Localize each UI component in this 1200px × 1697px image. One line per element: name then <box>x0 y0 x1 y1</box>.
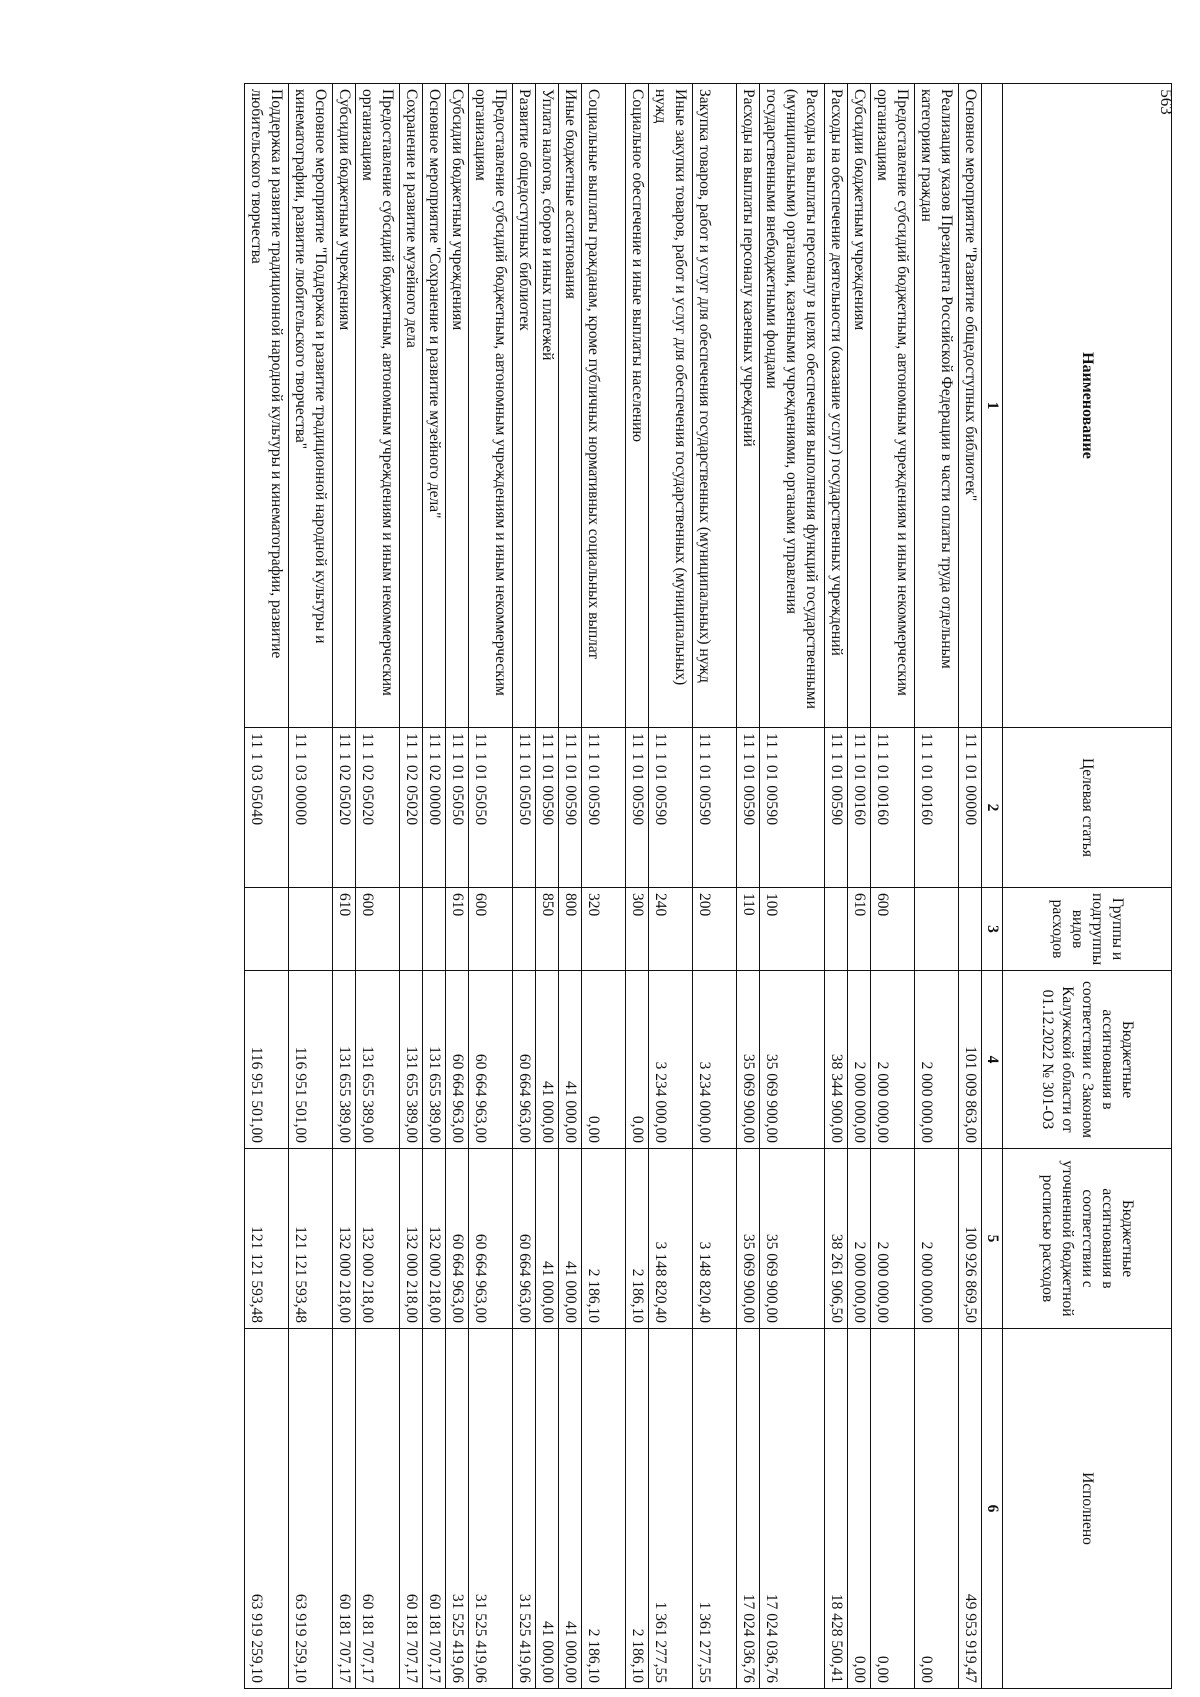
row-budget-amount: 2 186,10 <box>582 1149 626 1329</box>
row-executed-amount: 31 525 419,06 <box>513 1329 536 1689</box>
row-executed-amount: 60 181 707,17 <box>356 1329 400 1689</box>
header-expense-groups: Группы и подгруппы видов расходов <box>1003 888 1172 971</box>
row-expense-group <box>400 888 423 971</box>
header-num: 5 <box>982 1149 1003 1329</box>
row-expense-group <box>245 888 289 971</box>
row-law-amount: 60 664 963,00 <box>513 971 536 1149</box>
row-executed-amount: 1 361 277,55 <box>693 1329 737 1689</box>
row-budget-amount: 35 069 900,00 <box>760 1149 825 1329</box>
row-target-article: 11 1 01 05050 <box>446 728 469 888</box>
table-row <box>760 84 825 1689</box>
table-row <box>649 84 693 1689</box>
row-name: Предоставление субсидий бюджетным, автономным учреждениям и иным некоммерческим организациям <box>469 84 513 728</box>
header-number-row <box>982 84 1003 1689</box>
budget-table <box>244 83 1172 1689</box>
header-num: 3 <box>982 888 1003 971</box>
row-budget-amount: 121 121 593,48 <box>289 1149 333 1329</box>
row-target-article: 11 1 02 05020 <box>356 728 400 888</box>
header-num: 1 <box>982 84 1003 728</box>
row-law-amount: 2 000 000,00 <box>848 971 871 1149</box>
row-name: Иные закупки товаров, работ и услуг для обеспечения государственных (муниципальных) нужд <box>649 84 693 728</box>
table-row <box>915 84 959 1689</box>
row-law-amount: 60 664 963,00 <box>469 971 513 1149</box>
table-row <box>356 84 400 1689</box>
row-executed-amount: 2 186,10 <box>626 1329 649 1689</box>
row-expense-group: 610 <box>446 888 469 971</box>
row-executed-amount: 17 024 036,76 <box>737 1329 760 1689</box>
row-target-article: 11 1 01 00590 <box>760 728 825 888</box>
row-target-article: 11 1 03 00000 <box>289 728 333 888</box>
row-law-amount: 0,00 <box>582 971 626 1149</box>
row-budget-amount: 2 186,10 <box>626 1149 649 1329</box>
row-name: Субсидии бюджетным учреждениям <box>446 84 469 728</box>
row-law-amount: 116 951 501,00 <box>245 971 289 1149</box>
row-law-amount: 131 655 389,00 <box>423 971 446 1149</box>
row-budget-amount: 132 000 218,00 <box>400 1149 423 1329</box>
row-expense-group: 600 <box>469 888 513 971</box>
row-budget-amount: 2 000 000,00 <box>848 1149 871 1329</box>
row-target-article: 11 1 01 00590 <box>649 728 693 888</box>
table-row <box>871 84 915 1689</box>
header-row <box>1003 84 1172 1689</box>
row-name: Основное мероприятие "Развитие общедоступных библиотек" <box>959 84 982 728</box>
row-executed-amount: 60 181 707,17 <box>423 1329 446 1689</box>
table-row <box>289 84 333 1689</box>
row-law-amount: 3 234 000,00 <box>649 971 693 1149</box>
row-budget-amount: 3 148 820,40 <box>649 1149 693 1329</box>
table-row <box>333 84 356 1689</box>
table-body <box>245 84 982 1689</box>
table-row <box>423 84 446 1689</box>
header-executed: Исполнено <box>1003 1329 1172 1689</box>
row-name: Реализация указов Президента Российской Федерации в части оплаты труда отдельным категориям граждан <box>915 84 959 728</box>
row-law-amount: 131 655 389,00 <box>356 971 400 1149</box>
row-executed-amount: 0,00 <box>915 1329 959 1689</box>
row-name: Развитие общедоступных библиотек <box>513 84 536 728</box>
table-row <box>848 84 871 1689</box>
row-executed-amount: 41 000,00 <box>559 1329 582 1689</box>
header-num: 4 <box>982 971 1003 1149</box>
row-name: Социальное обеспечение и иные выплаты населению <box>626 84 649 728</box>
table-row <box>626 84 649 1689</box>
row-law-amount: 131 655 389,00 <box>400 971 423 1149</box>
row-target-article: 11 1 01 05050 <box>513 728 536 888</box>
table-row <box>400 84 423 1689</box>
row-law-amount: 60 664 963,00 <box>446 971 469 1149</box>
row-target-article: 11 1 01 00000 <box>959 728 982 888</box>
row-target-article: 11 1 01 00160 <box>848 728 871 888</box>
row-expense-group <box>513 888 536 971</box>
row-name: Основное мероприятие "Сохранение и развитие музейного дела" <box>423 84 446 728</box>
row-executed-amount: 63 919 259,10 <box>289 1329 333 1689</box>
row-executed-amount: 49 953 919,47 <box>959 1329 982 1689</box>
row-executed-amount: 41 000,00 <box>536 1329 559 1689</box>
row-name: Закупка товаров, работ и услуг для обеспечения государственных (муниципальных) нужд <box>693 84 737 728</box>
header-target-article: Целевая статья <box>1003 728 1172 888</box>
row-expense-group: 610 <box>333 888 356 971</box>
row-budget-amount: 2 000 000,00 <box>871 1149 915 1329</box>
row-law-amount: 2 000 000,00 <box>871 971 915 1149</box>
row-executed-amount: 31 525 419,06 <box>469 1329 513 1689</box>
table-row <box>536 84 559 1689</box>
row-law-amount: 3 234 000,00 <box>693 971 737 1149</box>
row-expense-group: 100 <box>760 888 825 971</box>
row-law-amount: 38 344 900,00 <box>825 971 848 1149</box>
header-law-allocations: Бюджетные ассигнования в соответствии с Законом Калужской области от 01.12.2022 № 301-ОЗ <box>1003 971 1172 1149</box>
row-expense-group: 200 <box>693 888 737 971</box>
row-executed-amount: 60 181 707,17 <box>400 1329 423 1689</box>
table-row <box>693 84 737 1689</box>
row-executed-amount: 17 024 036,76 <box>760 1329 825 1689</box>
row-target-article: 11 1 01 00590 <box>737 728 760 888</box>
table-row <box>737 84 760 1689</box>
row-target-article: 11 1 02 00000 <box>423 728 446 888</box>
row-law-amount: 131 655 389,00 <box>333 971 356 1149</box>
row-target-article: 11 1 01 00590 <box>626 728 649 888</box>
row-expense-group: 240 <box>649 888 693 971</box>
row-expense-group <box>959 888 982 971</box>
header-num: 6 <box>982 1329 1003 1689</box>
row-budget-amount: 60 664 963,00 <box>513 1149 536 1329</box>
row-law-amount: 41 000,00 <box>536 971 559 1149</box>
row-name: Уплата налогов, сборов и иных платежей <box>536 84 559 728</box>
row-expense-group: 610 <box>848 888 871 971</box>
row-expense-group: 300 <box>626 888 649 971</box>
row-target-article: 11 1 03 05040 <box>245 728 289 888</box>
row-expense-group: 850 <box>536 888 559 971</box>
row-budget-amount: 3 148 820,40 <box>693 1149 737 1329</box>
row-expense-group <box>289 888 333 971</box>
row-budget-amount: 41 000,00 <box>536 1149 559 1329</box>
row-executed-amount: 0,00 <box>848 1329 871 1689</box>
row-budget-amount: 132 000 218,00 <box>333 1149 356 1329</box>
row-target-article: 11 1 02 05020 <box>400 728 423 888</box>
row-name: Поддержка и развитие традиционной народной культуры и кинематографии, развитие любительского творчества <box>245 84 289 728</box>
row-name: Субсидии бюджетным учреждениям <box>848 84 871 728</box>
row-budget-amount: 38 261 906,50 <box>825 1149 848 1329</box>
row-name: Основное мероприятие "Поддержка и развитие традиционной народной культуры и кинематографии, развитие любительского творчества" <box>289 84 333 728</box>
row-target-article: 11 1 01 00590 <box>693 728 737 888</box>
row-budget-amount: 100 926 869,50 <box>959 1149 982 1329</box>
table-row <box>559 84 582 1689</box>
row-target-article: 11 1 02 05020 <box>333 728 356 888</box>
row-expense-group <box>825 888 848 971</box>
row-budget-amount: 132 000 218,00 <box>423 1149 446 1329</box>
row-name: Расходы на выплаты персоналу в целях обеспечения выполнения функций государственными (муниципальными) органами, казенными учреждениями, органами управления государственными внебюджетными фондами <box>760 84 825 728</box>
row-executed-amount: 63 919 259,10 <box>245 1329 289 1689</box>
row-expense-group: 600 <box>356 888 400 971</box>
row-budget-amount: 2 000 000,00 <box>915 1149 959 1329</box>
header-budget-allocations: Бюджетные ассигнования в соответствии с уточненной бюджетной росписью расходов <box>1003 1149 1172 1329</box>
row-name: Субсидии бюджетным учреждениям <box>333 84 356 728</box>
row-expense-group: 320 <box>582 888 626 971</box>
row-law-amount: 101 009 863,00 <box>959 971 982 1149</box>
row-budget-amount: 60 664 963,00 <box>446 1149 469 1329</box>
header-num: 2 <box>982 728 1003 888</box>
row-budget-amount: 121 121 593,48 <box>245 1149 289 1329</box>
table-row <box>959 84 982 1689</box>
table-row <box>469 84 513 1689</box>
row-law-amount: 35 069 900,00 <box>737 971 760 1149</box>
table-row <box>825 84 848 1689</box>
row-law-amount: 35 069 900,00 <box>760 971 825 1149</box>
row-target-article: 11 1 01 00590 <box>825 728 848 888</box>
row-name: Расходы на выплаты персоналу казенных учреждений <box>737 84 760 728</box>
row-executed-amount: 2 186,10 <box>582 1329 626 1689</box>
row-budget-amount: 60 664 963,00 <box>469 1149 513 1329</box>
table-row <box>582 84 626 1689</box>
row-name: Социальные выплаты гражданам, кроме публичных нормативных социальных выплат <box>582 84 626 728</box>
row-name: Иные бюджетные ассигнования <box>559 84 582 728</box>
row-expense-group: 110 <box>737 888 760 971</box>
row-budget-amount: 35 069 900,00 <box>737 1149 760 1329</box>
row-executed-amount: 31 525 419,06 <box>446 1329 469 1689</box>
row-budget-amount: 41 000,00 <box>559 1149 582 1329</box>
row-name: Расходы на обеспечение деятельности (оказание услуг) государственных учреждений <box>825 84 848 728</box>
row-name: Предоставление субсидий бюджетным, автономным учреждениям и иным некоммерческим организациям <box>356 84 400 728</box>
row-target-article: 11 1 01 00160 <box>915 728 959 888</box>
row-executed-amount: 1 361 277,55 <box>649 1329 693 1689</box>
row-target-article: 11 1 01 00590 <box>559 728 582 888</box>
row-law-amount: 0,00 <box>626 971 649 1149</box>
row-expense-group: 800 <box>559 888 582 971</box>
row-law-amount: 2 000 000,00 <box>915 971 959 1149</box>
row-law-amount: 41 000,00 <box>559 971 582 1149</box>
row-target-article: 11 1 01 00590 <box>536 728 559 888</box>
table-row <box>513 84 536 1689</box>
row-name: Сохранение и развитие музейного дела <box>400 84 423 728</box>
page-number: 563 <box>1156 89 1176 115</box>
row-target-article: 11 1 01 00160 <box>871 728 915 888</box>
row-executed-amount: 18 428 500,41 <box>825 1329 848 1689</box>
row-law-amount: 116 951 501,00 <box>289 971 333 1149</box>
row-executed-amount: 0,00 <box>871 1329 915 1689</box>
row-expense-group <box>423 888 446 971</box>
row-expense-group <box>915 888 959 971</box>
row-name: Предоставление субсидий бюджетным, автономным учреждениям и иным некоммерческим организациям <box>871 84 915 728</box>
table-row <box>245 84 289 1689</box>
header-name: Наименование <box>1003 84 1172 728</box>
row-expense-group: 600 <box>871 888 915 971</box>
row-target-article: 11 1 01 05050 <box>469 728 513 888</box>
rotated-table-container <box>32 83 1172 1688</box>
row-target-article: 11 1 01 00590 <box>582 728 626 888</box>
row-executed-amount: 60 181 707,17 <box>333 1329 356 1689</box>
row-budget-amount: 132 000 218,00 <box>356 1149 400 1329</box>
table-row <box>446 84 469 1689</box>
